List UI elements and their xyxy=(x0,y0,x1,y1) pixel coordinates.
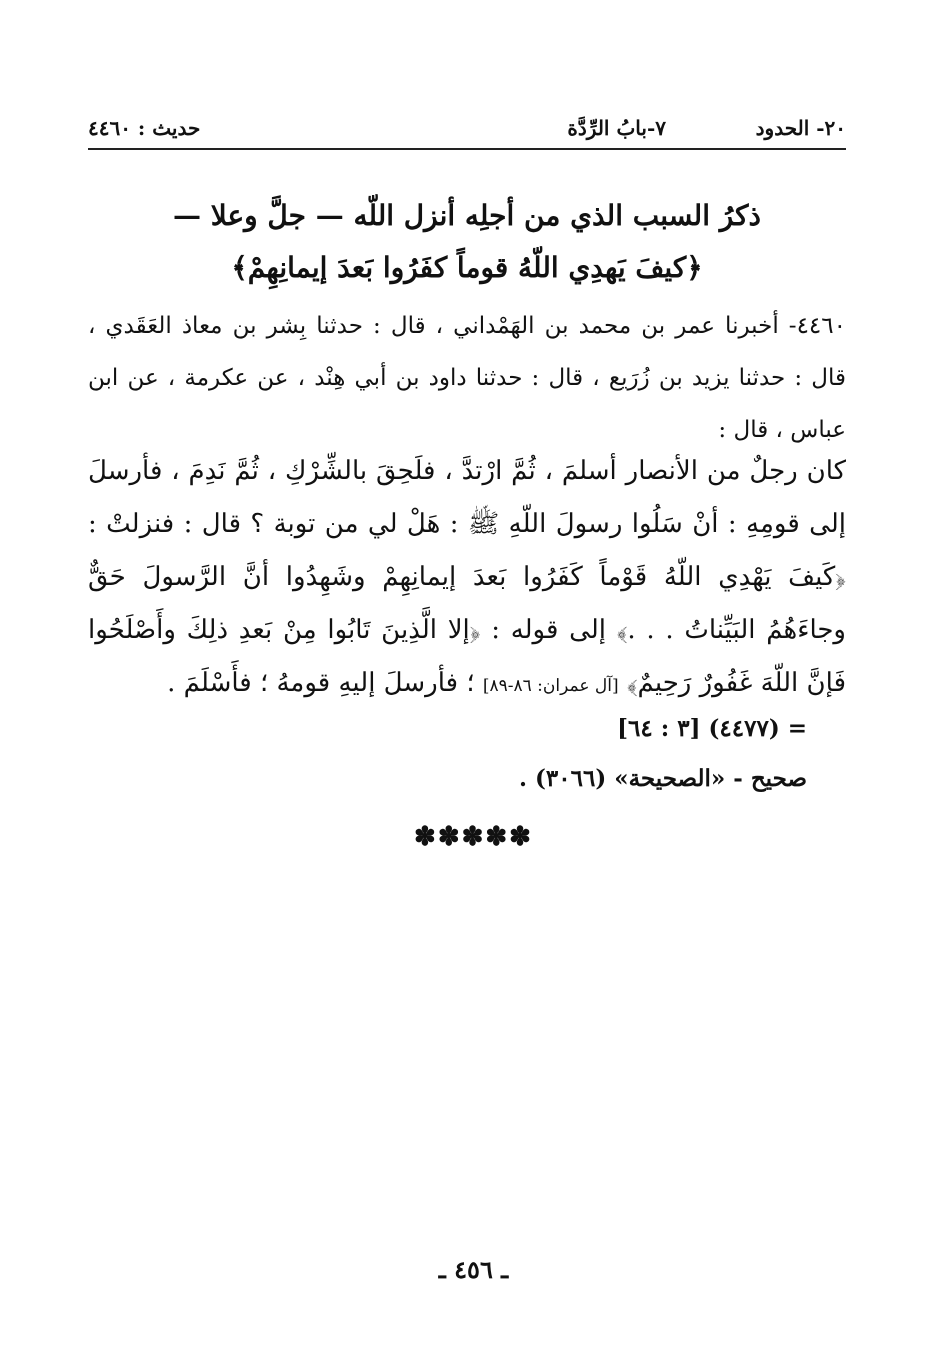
matn-text: كان رجلٌ من الأنصار أسلمَ ، ثُمَّ ارْتدَّ ، فلَحِقَ بالشِّرْكِ ، ثُمَّ نَدِمَ ، فأرسلَ إلى قومِهِ : أنْ سَلُوا رسولَ اللّهِ ﷺ : هَلْ لي من توبة ؟ قال : فنزلتْ : ﴿كَيفَ يَهْدِي اللّهُ قَوْماً كَفَرُوا بَعدَ إيمانِهِمْ وشَهِدُوا أنَّ الرَّسولَ حَقٌّ وجاءَهُمُ البَيِّناتُ . . .﴾ إلى قوله : ﴿إلا الَّذِينَ تَابُوا مِنْ بَعدِ ذلِكَ وأَصْلَحُوا فَإنَّ اللّهَ غَفُورٌ رَحِيمٌ﴾ xyxy=(88,456,846,698)
heading-line-2-verse: ﴿كيفَ يَهدِي اللّهُ قوماً كفَرُوا بَعدَ إيمانِهِمْ﴾ xyxy=(231,251,703,284)
heading-line-1: ذكرُ السبب الذي من أجلِه أنزل اللّه — جلَّ وعلا — xyxy=(173,199,761,232)
running-header xyxy=(88,112,846,150)
section-heading xyxy=(88,190,846,294)
bab-title: ٧-بابُ الرِّدَّة xyxy=(567,116,666,140)
hadith-grade: صحيح - «الصحيحة» (٣٠٦٦) . xyxy=(519,765,807,792)
takhrij-reference: = (٤٤٧٧) [٣ : ٦٤] xyxy=(617,715,807,742)
section-separator: ✽✽✽✽✽ xyxy=(414,822,533,852)
matn-text-end: ؛ فأرسلَ إليهِ قومهُ ؛ فأَسْلَمَ . xyxy=(167,668,475,698)
quran-reference: [آل عمران: ٨٦-٨٩] xyxy=(482,676,619,696)
hadith-reference: حديث : ٤٤٦٠ xyxy=(88,116,201,140)
page-number: ـ ٤٥٦ ـ xyxy=(438,1255,509,1284)
chapter-title: ٢٠- الحدود xyxy=(755,116,846,140)
isnad-paragraph: ٤٤٦٠- أخبرنا عمر بن محمد بن الهَمْداني ، قال : حدثنا بِشر بن معاذ العَقَدي ، قال : حدثنا يزيد بن زُرَيع ، قال : حدثنا داود بن أبي هِنْد ، عن عكرمة ، عن ابن عباس ، قال : xyxy=(88,313,846,443)
matn-paragraph xyxy=(88,445,846,713)
